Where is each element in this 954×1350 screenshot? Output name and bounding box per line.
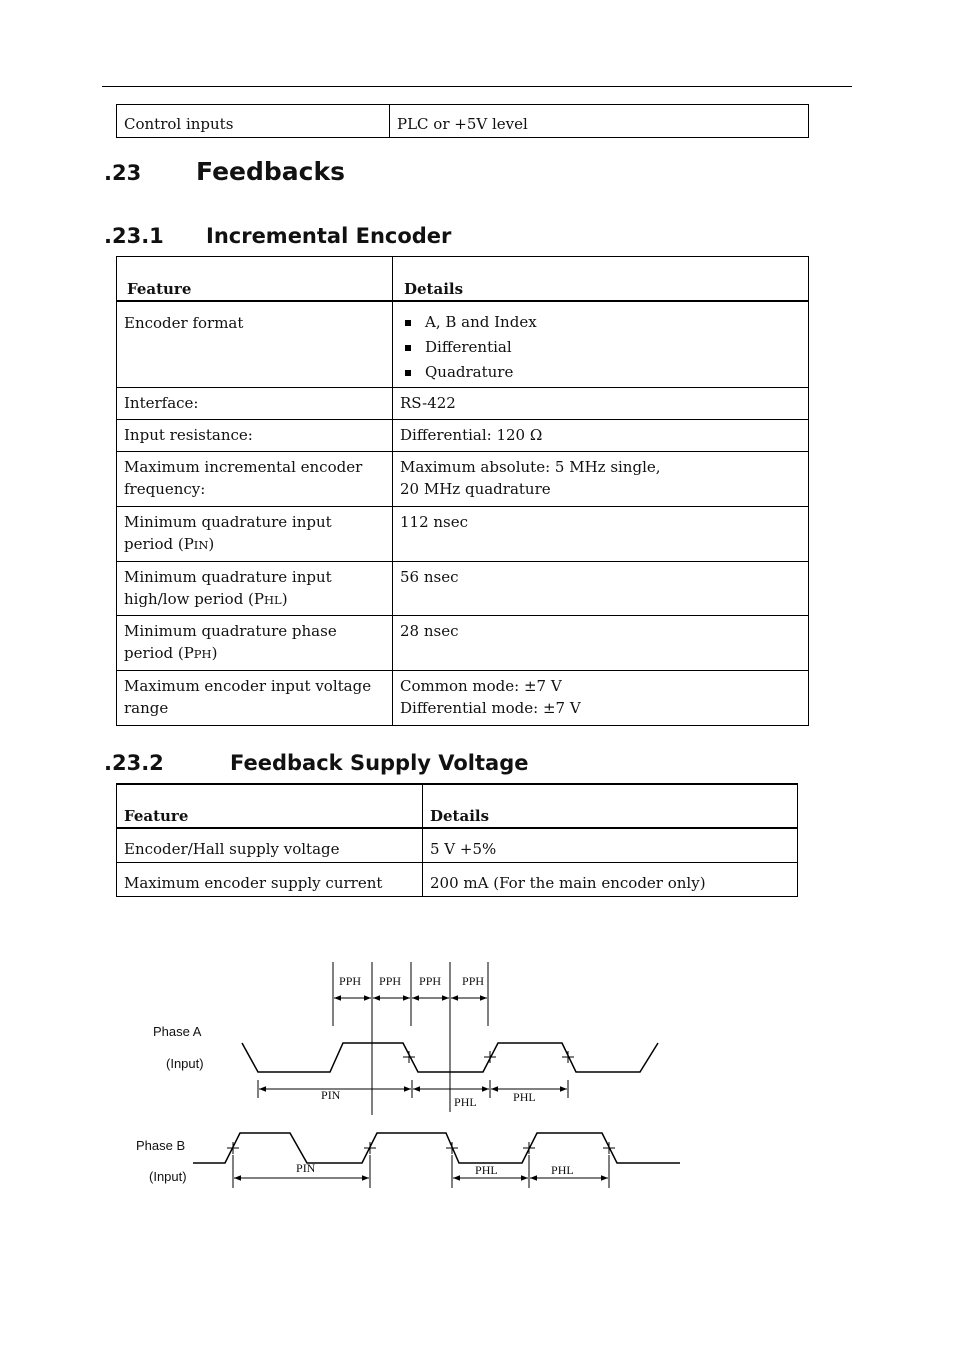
phl-label: PHL (454, 1095, 477, 1109)
subsection-title: Feedback Supply Voltage (230, 751, 529, 775)
pin-label: PIN (321, 1088, 341, 1102)
subsection-title: Incremental Encoder (206, 224, 452, 248)
row-label: Minimum quadrature phase period (PPH) (117, 615, 393, 670)
row-value: 5 V +5% (423, 828, 798, 862)
row-value-line: Common mode: ±7 V (400, 676, 562, 695)
row-label: Encoder/Hall supply voltage (117, 828, 423, 862)
row-label: Encoder format (117, 301, 393, 388)
subsection-number: .23.2 (104, 751, 164, 775)
pph-label: PPH (462, 974, 485, 988)
header-details: Details (393, 257, 809, 301)
row-label: Maximum incremental encoder frequency: (117, 451, 393, 506)
pin-label: PIN (296, 1161, 316, 1175)
row-value: 112 nsec (393, 506, 809, 561)
control-inputs-value: PLC or +5V level (390, 105, 809, 138)
phl-label: PHL (475, 1163, 498, 1177)
row-value-line: Differential mode: ±7 V (400, 698, 581, 717)
row-value: 200 mA (For the main encoder only) (423, 862, 798, 896)
phase-a-sublabel: (Input) (166, 1056, 204, 1071)
control-inputs-label: Control inputs (117, 105, 390, 138)
row-label: Minimum quadrature input period (PIN) (117, 506, 393, 561)
header-feature: Feature (117, 784, 423, 828)
section-number: .23 (104, 161, 142, 185)
phase-b-sublabel: (Input) (149, 1169, 187, 1184)
row-label: Input resistance: (117, 419, 393, 451)
row-value: 56 nsec (393, 561, 809, 615)
row-label: Maximum encoder supply current (117, 862, 423, 896)
row-label: Interface: (117, 387, 393, 419)
pph-label: PPH (379, 974, 402, 988)
row-value: Differential: 120 Ω (393, 419, 809, 451)
header-details: Details (423, 784, 798, 828)
timing-reference-lines (233, 962, 609, 1188)
row-value: 28 nsec (393, 615, 809, 670)
list-item: A, B and Index (400, 310, 800, 335)
header-feature: Feature (117, 257, 393, 301)
phase-b-edge-ticks (227, 1142, 615, 1154)
row-label: Minimum quadrature input high/low period (PHL) (117, 561, 393, 615)
timing-dimension-arrows (234, 998, 608, 1178)
row-value: RS-422 (393, 387, 809, 419)
phase-b-label: Phase B (136, 1138, 186, 1153)
row-value-line: 20 MHz quadrature (400, 479, 551, 498)
row-value-line: Maximum absolute: 5 MHz single, (400, 457, 661, 476)
subsection-number: .23.1 (104, 224, 164, 248)
list-item: Differential (400, 335, 800, 360)
list-item: Quadrature (400, 360, 800, 385)
phl-label: PHL (513, 1090, 536, 1104)
phl-label: PHL (551, 1163, 574, 1177)
phase-a-label: Phase A (153, 1024, 202, 1039)
row-label: Maximum encoder input voltage range (117, 670, 393, 725)
section-title: Feedbacks (196, 157, 345, 186)
pph-label: PPH (419, 974, 442, 988)
pph-label: PPH (339, 974, 362, 988)
